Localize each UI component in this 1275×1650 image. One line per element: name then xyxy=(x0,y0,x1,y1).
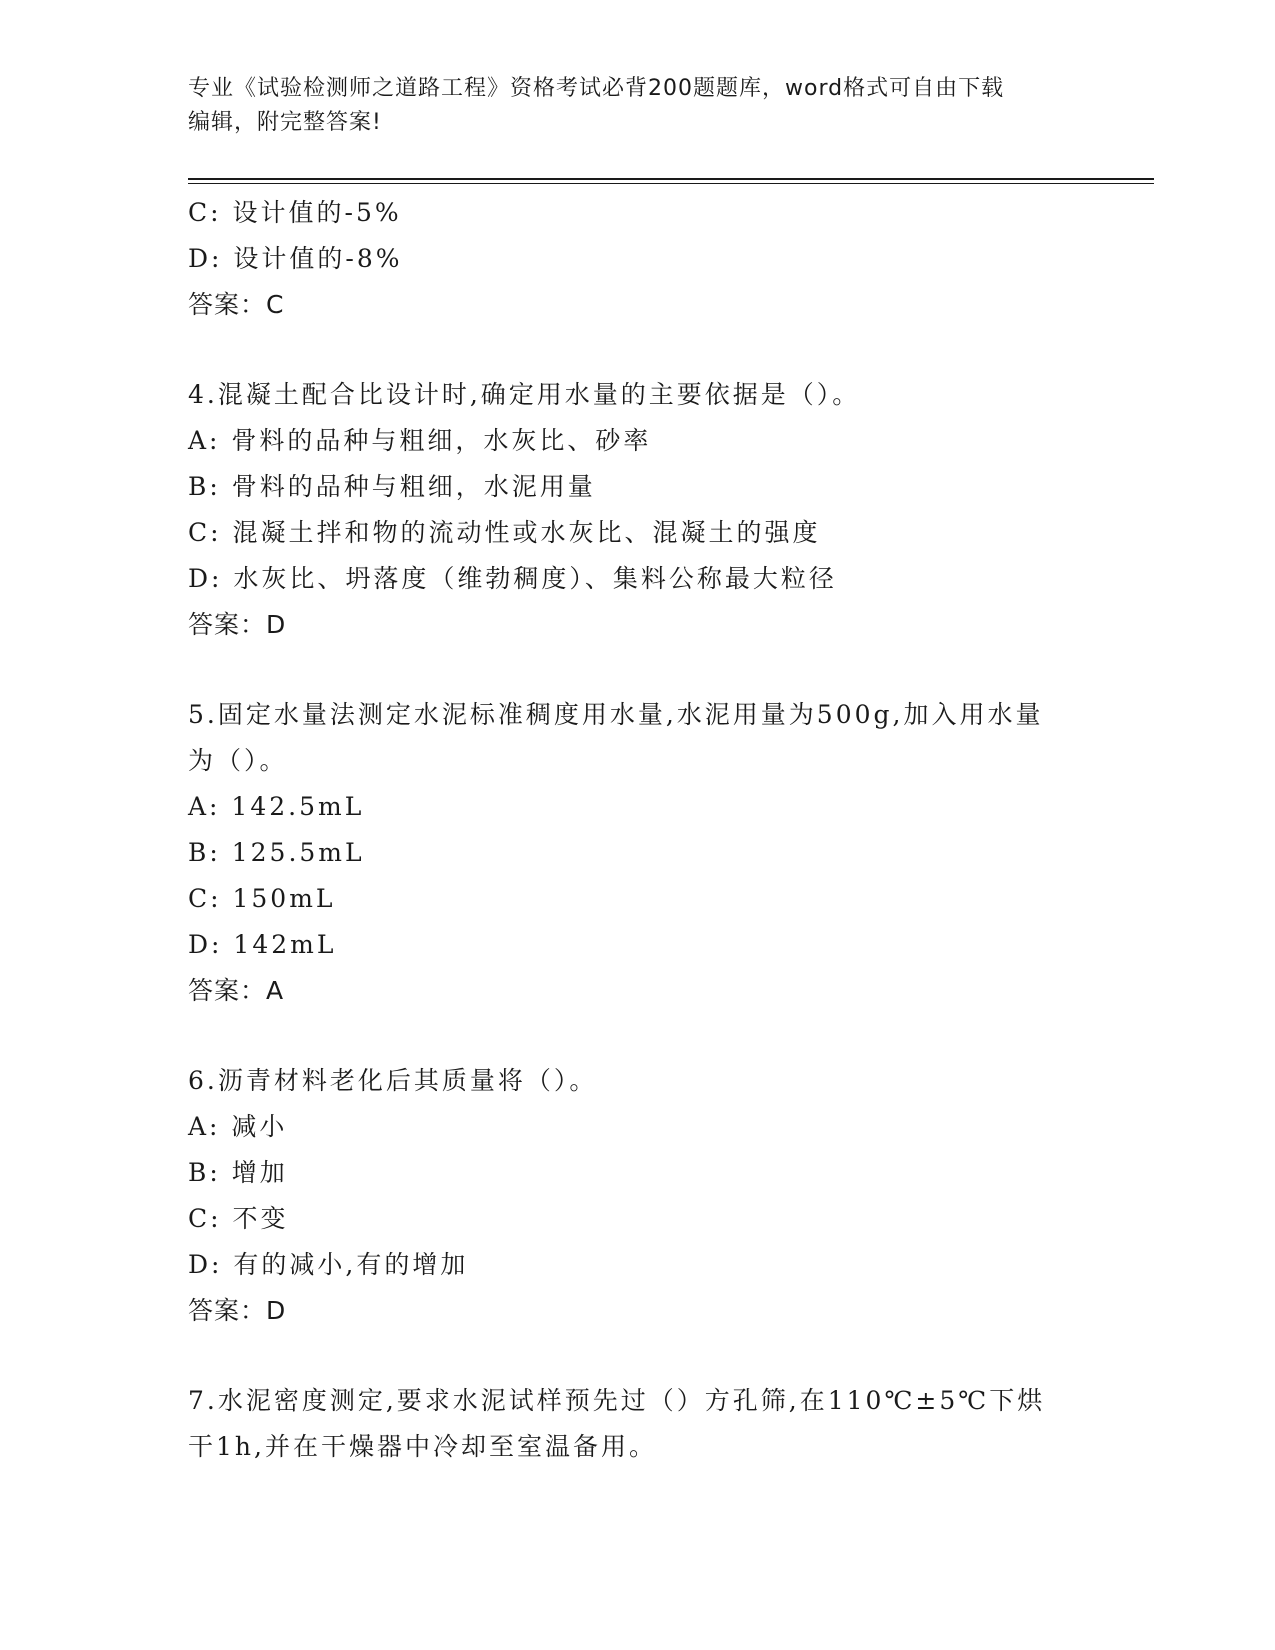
question-5 xyxy=(188,692,1078,1014)
header-title-line-1: 专业《试验检测师之道路工程》资格考试必背200题题库，word格式可自由下载 xyxy=(188,76,1005,101)
option-c: C: 150mL xyxy=(188,884,336,913)
question-4 xyxy=(188,372,1078,648)
option-a: A: 减小 xyxy=(188,1112,288,1141)
option-c: C: 混凝土拌和物的流动性或水灰比、混凝土的强度 xyxy=(188,518,821,547)
option-a: A: 142.5mL xyxy=(188,792,365,821)
spacer xyxy=(188,1334,1078,1378)
option-d: D: 有的减小,有的增加 xyxy=(188,1250,469,1279)
option-d: D: 水灰比、坍落度（维勃稠度）、集料公称最大粒径 xyxy=(188,564,837,593)
option-b: B: 骨料的品种与粗细，水泥用量 xyxy=(188,472,596,501)
option-c: C: 不变 xyxy=(188,1204,289,1233)
answer-label: 答案：A xyxy=(188,976,285,1005)
question-3 xyxy=(188,190,1078,328)
question-stem-line-2: 为（）。 xyxy=(188,746,288,775)
option-c: C: 设计值的-5% xyxy=(188,198,402,227)
question-list xyxy=(188,190,1078,1470)
document-header xyxy=(188,72,1068,140)
option-a: A: 骨料的品种与粗细，水灰比、砂率 xyxy=(188,426,652,455)
question-stem: 4.混凝土配合比设计时,确定用水量的主要依据是（）。 xyxy=(188,380,861,409)
question-stem-line-1: 5.固定水量法测定水泥标准稠度用水量,水泥用量为500g,加入用水量 xyxy=(188,700,1044,729)
option-b: B: 增加 xyxy=(188,1158,288,1187)
answer-label: 答案：D xyxy=(188,610,287,639)
option-b: B: 125.5mL xyxy=(188,838,365,867)
header-divider-thin xyxy=(188,183,1154,184)
option-d: D: 设计值的-8% xyxy=(188,244,403,273)
question-6 xyxy=(188,1058,1078,1334)
question-stem-line-1: 7.水泥密度测定,要求水泥试样预先过（）方孔筛,在110℃±5℃下烘 xyxy=(188,1386,1046,1415)
spacer xyxy=(188,1014,1078,1058)
answer-label: 答案：C xyxy=(188,290,285,319)
question-7 xyxy=(188,1378,1078,1470)
header-divider-thick xyxy=(188,178,1154,180)
option-d: D: 142mL xyxy=(188,930,337,959)
header-title-line-2: 编辑，附完整答案! xyxy=(188,110,382,135)
spacer xyxy=(188,328,1078,372)
answer-label: 答案：D xyxy=(188,1296,287,1325)
question-stem: 6.沥青材料老化后其质量将（）。 xyxy=(188,1066,598,1095)
spacer xyxy=(188,648,1078,692)
question-stem-line-2: 干1h,并在干燥器中冷却至室温备用。 xyxy=(188,1432,657,1461)
